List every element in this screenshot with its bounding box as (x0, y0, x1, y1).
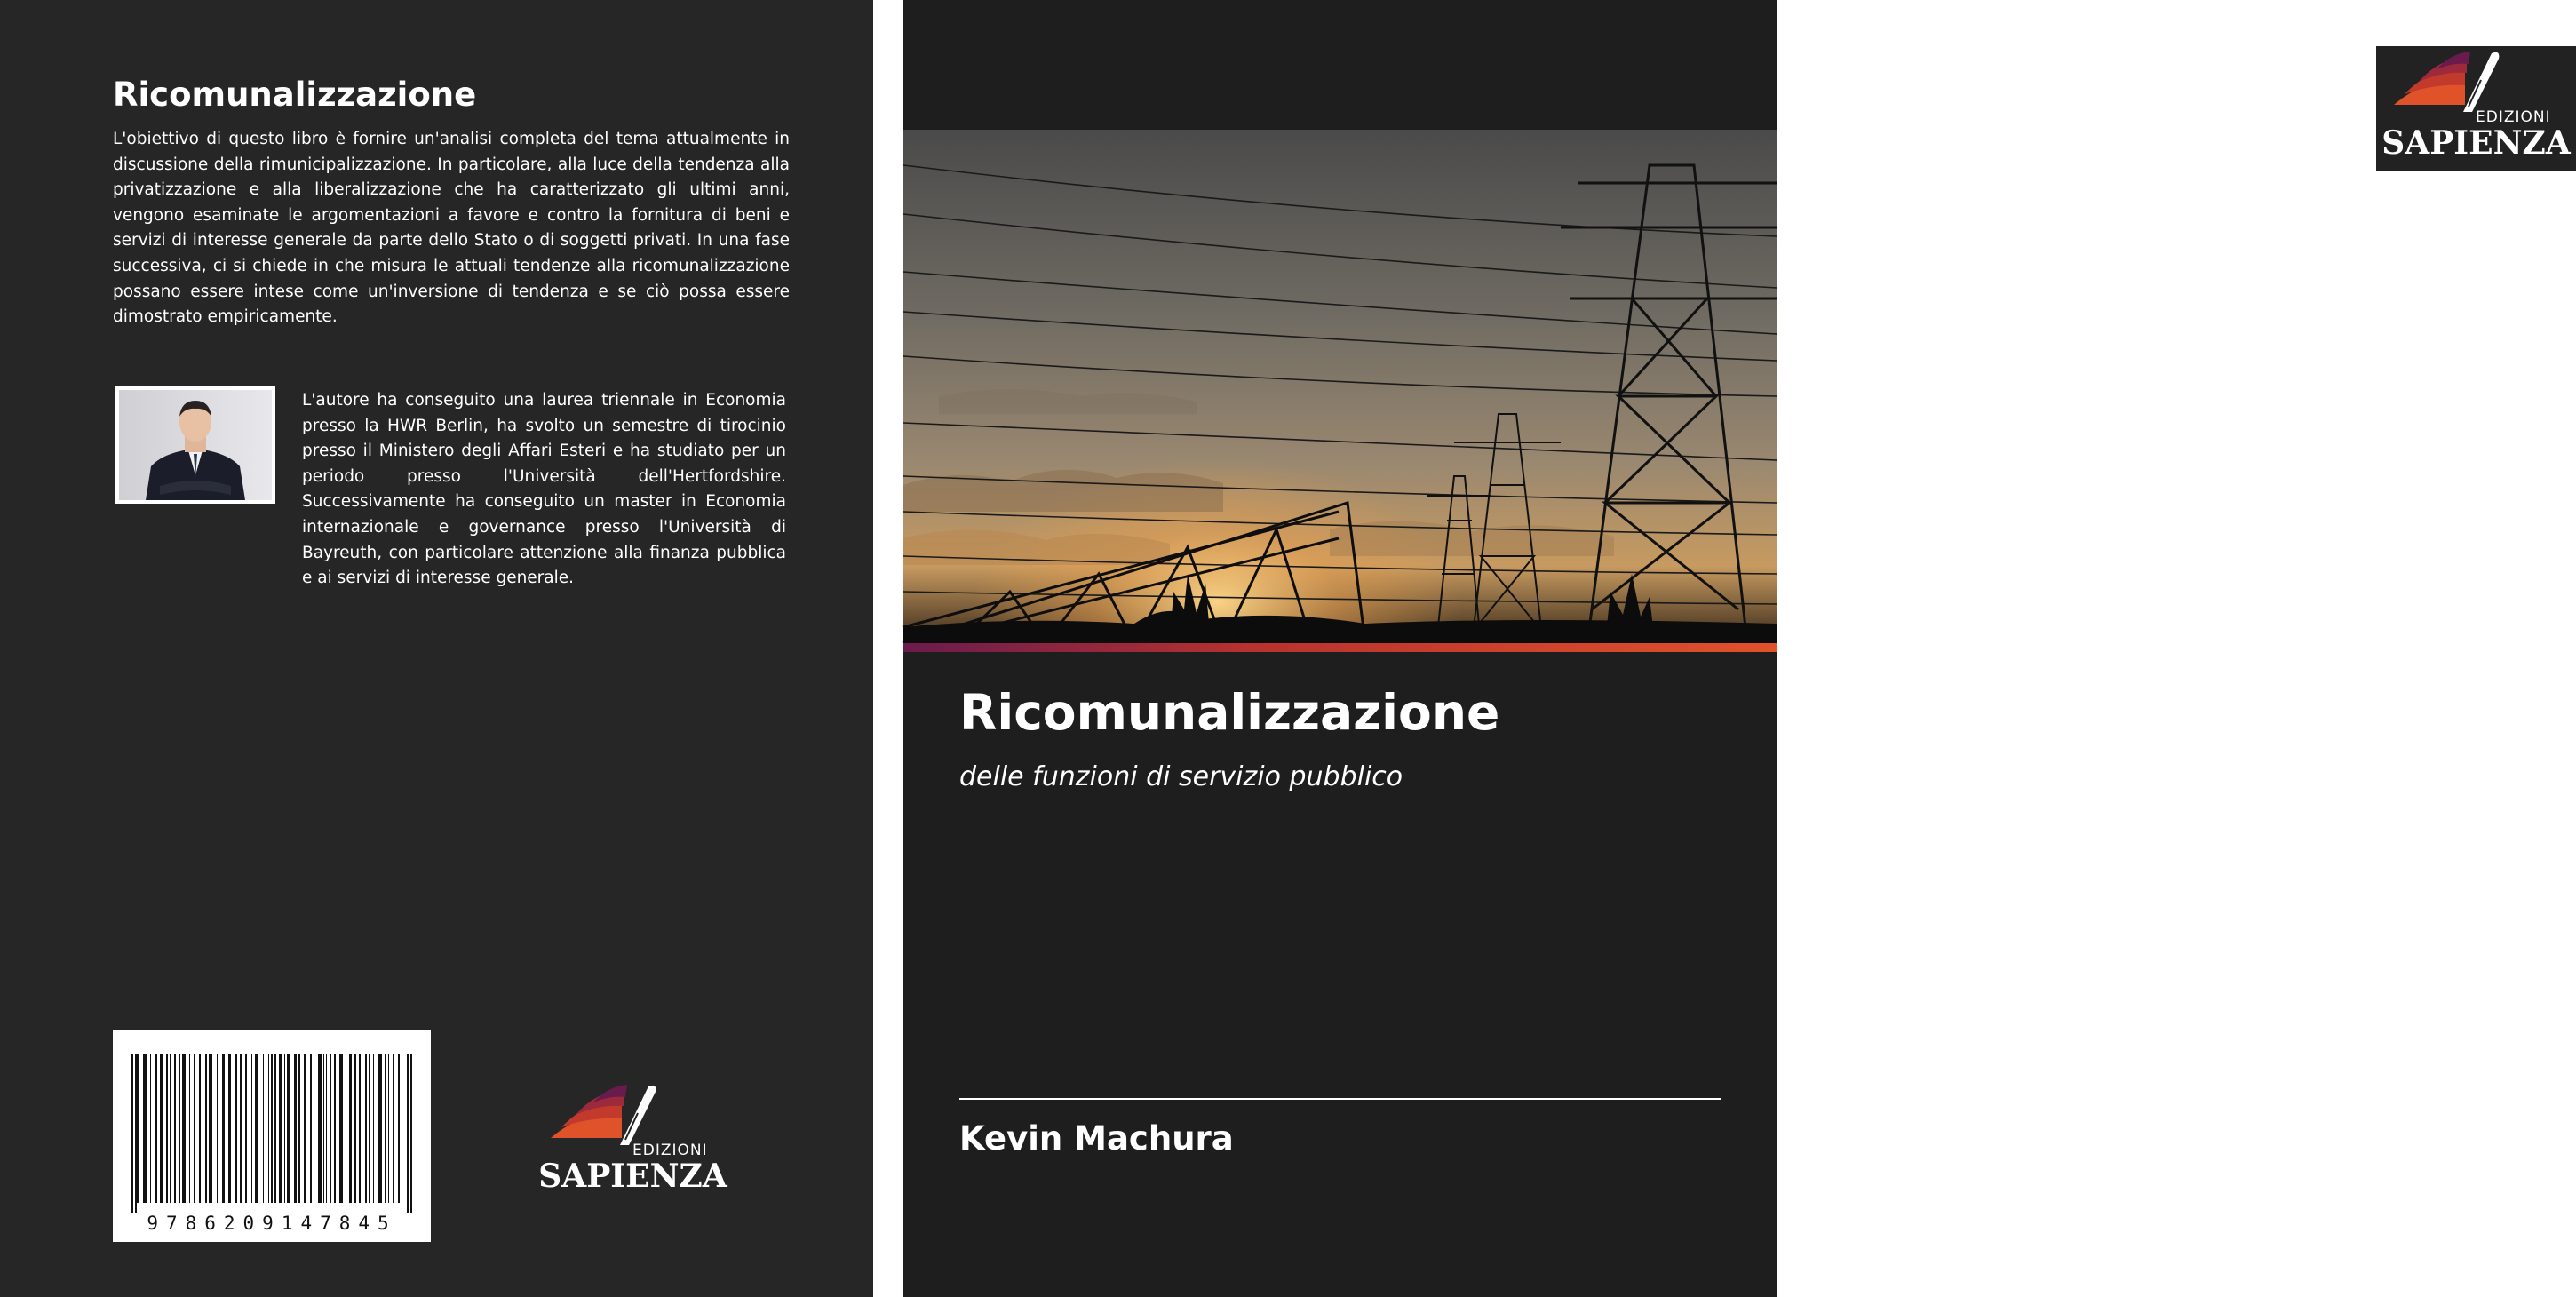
publisher-logo-front (2376, 46, 2576, 171)
author-bio: L'autore ha conseguito una laurea triennale in Economia presso la HWR Berlin, ha svolto un semestre di tirocinio presso il Ministero degli Affari Esteri e ha studiato per un periodo presso l'Università dell'Hertfordshire. Successivamente ha conseguito un master in Economia internazionale e governance presso l'Università di Bayreuth, con particolare attenzione alla finanza pubblica e ai servizi di interesse generale. (302, 391, 786, 588)
publisher-logo-back (533, 1079, 733, 1204)
front-cover-author: Kevin Machura (959, 1119, 1234, 1158)
isbn-number: 9786209147845 (147, 1213, 397, 1234)
accent-stripe (903, 643, 1777, 652)
power-lines-sunset-photo (903, 130, 1777, 643)
publisher-line2: SAPIENZA (538, 1158, 727, 1195)
barcode-bars (131, 1054, 412, 1213)
author-photo (115, 386, 275, 504)
back-cover (0, 0, 873, 1297)
front-cover (903, 0, 2571, 1297)
publisher-line2: SAPIENZA (2381, 124, 2571, 162)
back-cover-title: Ricomunalizzazione (113, 76, 477, 114)
isbn-barcode (113, 1030, 431, 1242)
publisher-line1: EDIZIONI (2476, 108, 2551, 126)
back-cover-blurb: L'obiettivo di questo libro è fornire un'analisi completa del tema attualmente in discussione della rimunicipalizzazione. In particolare, alla luce della tendenza alla privatizzazione e alla liberalizzazione che ha caratterizzato gli ultimi anni, vengono esaminate le argomentazioni a favore e contro la fornitura di beni e servizi di interesse generale da parte dello Stato o di soggetti privati. In una fase successiva, ci si chiede in che misura le attuali tendenze alla ricomunalizzazione possano essere intese come un'inversione di tendenza e se ciò possa essere dimostrato empiricamente. (113, 130, 790, 327)
front-cover-title: Ricomunalizzazione (959, 684, 1500, 741)
publisher-line1: EDIZIONI (632, 1142, 708, 1159)
divider-line (959, 1098, 1721, 1100)
author-portrait-image (119, 390, 272, 500)
front-cover-subtitle: delle funzioni di servizio pubblico (959, 761, 1403, 792)
